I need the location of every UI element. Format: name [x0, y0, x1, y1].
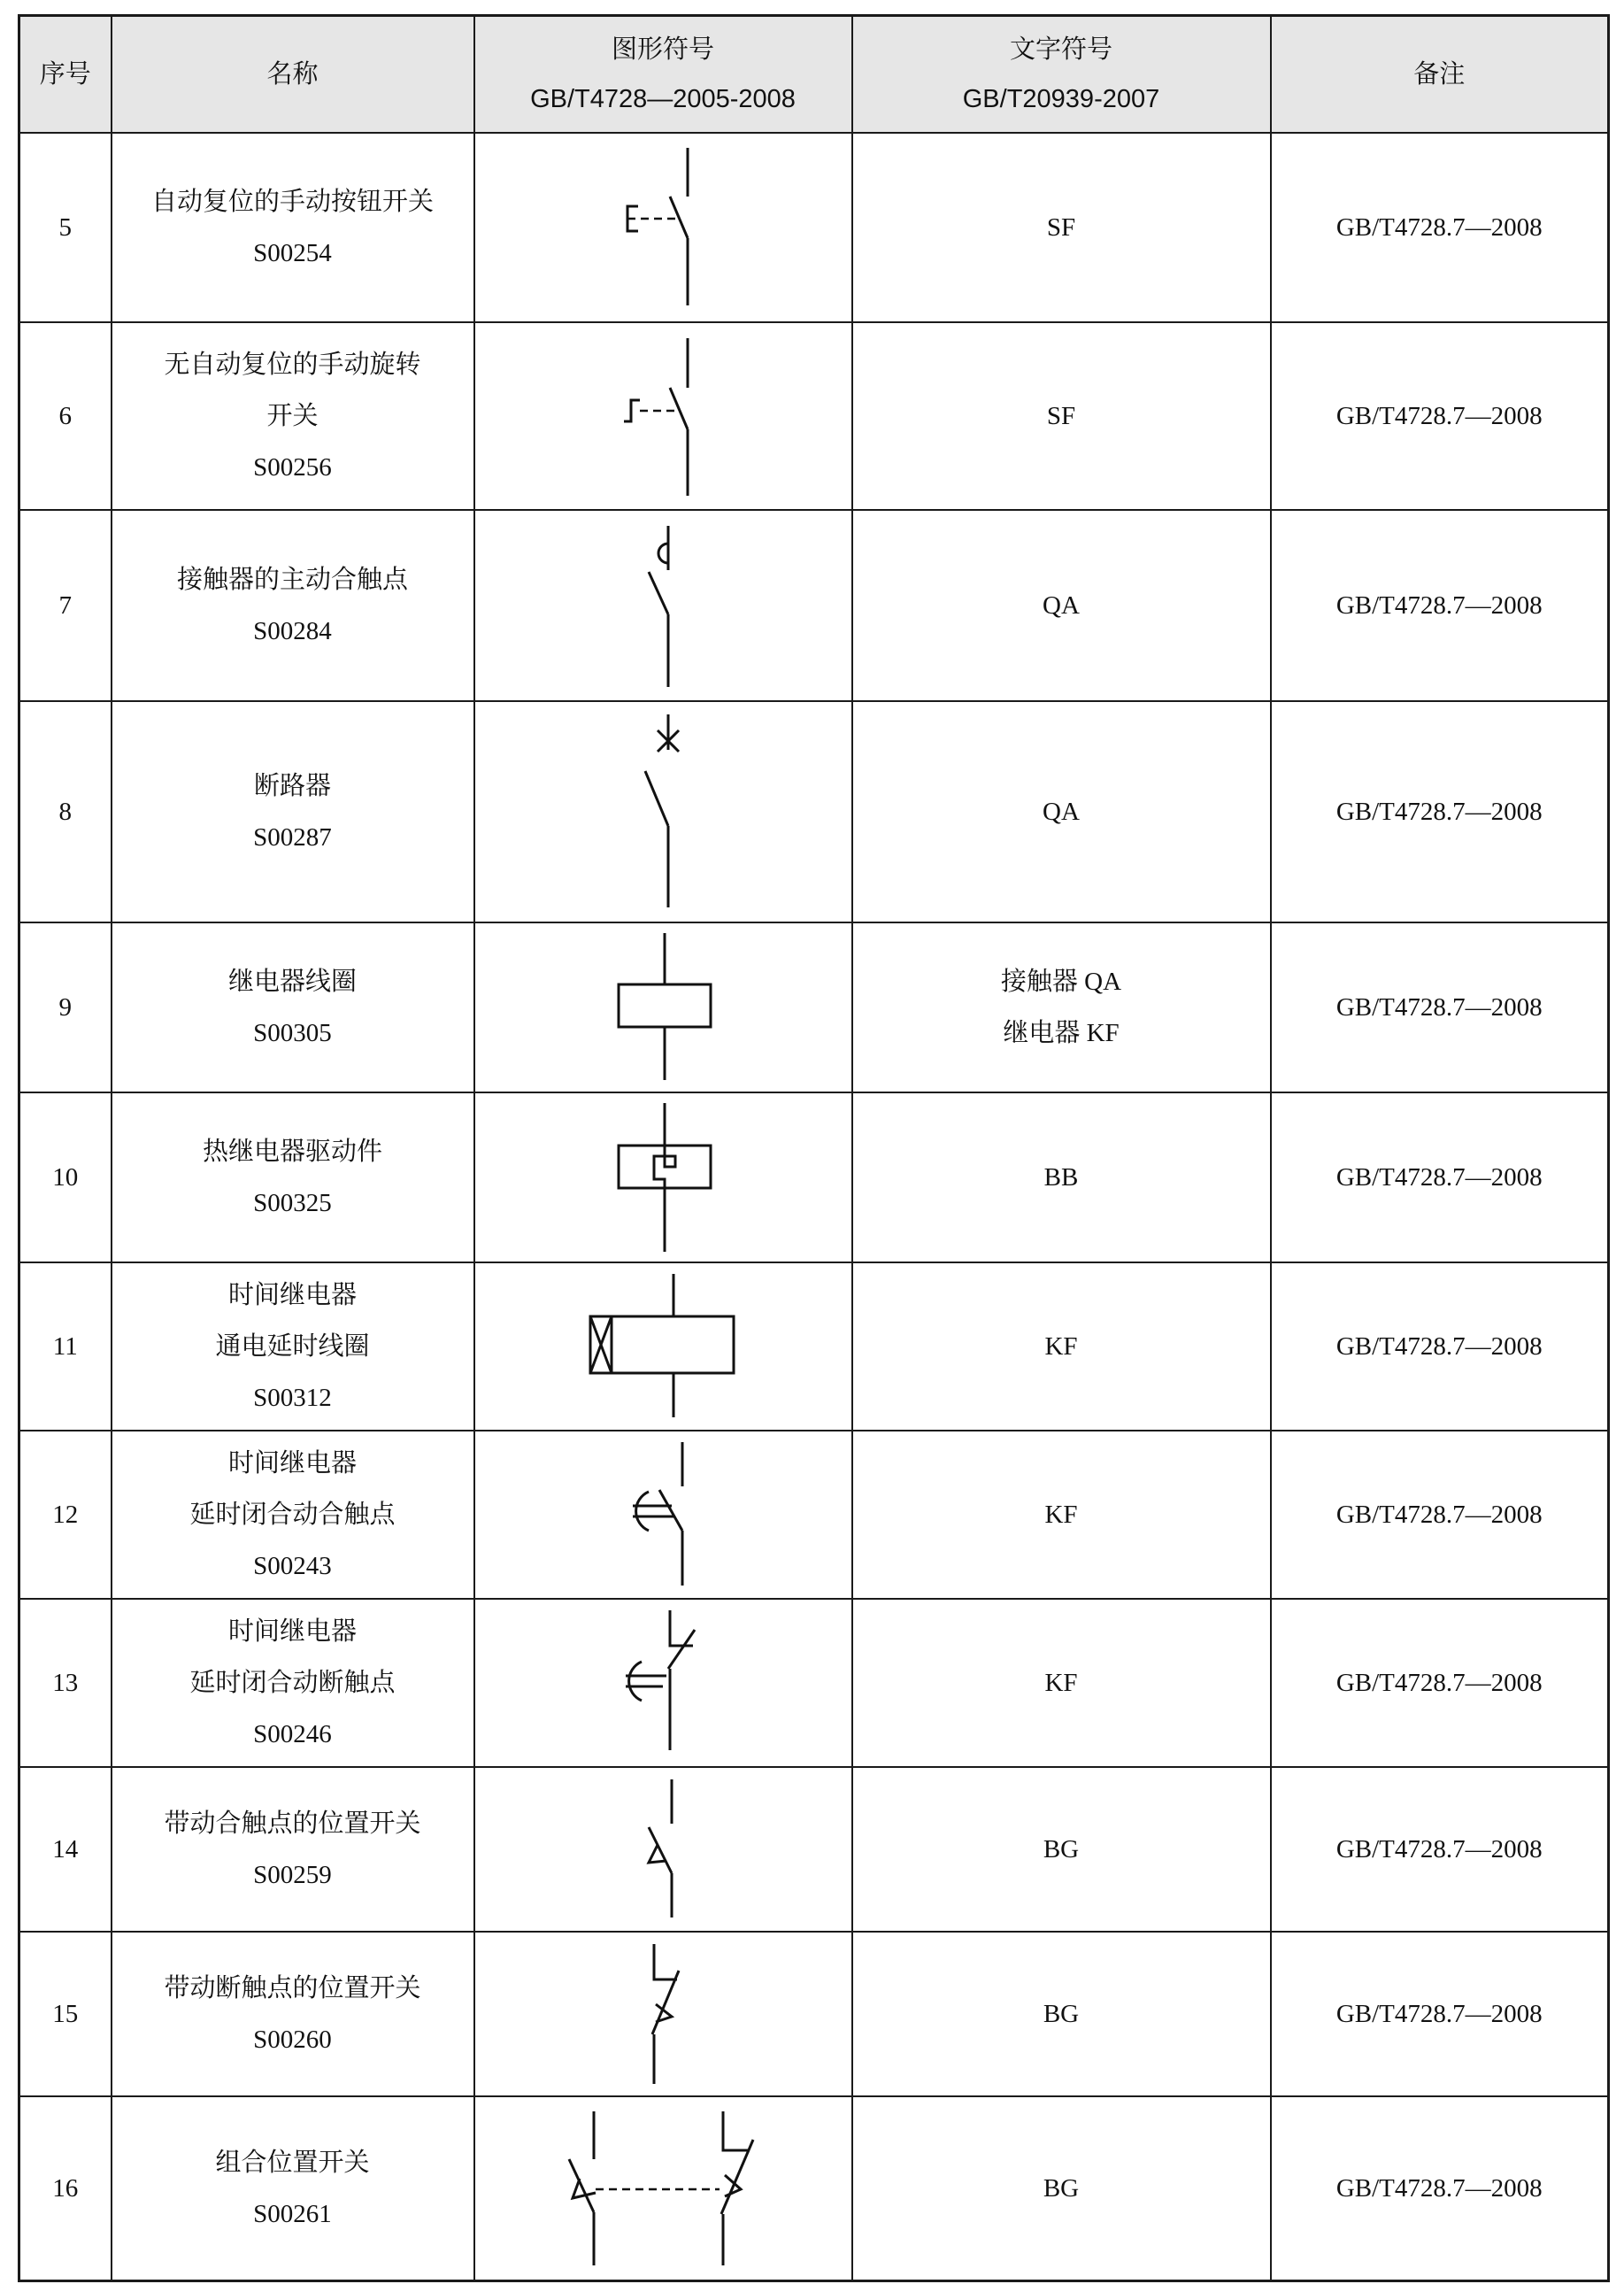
table-row: [19, 1431, 1609, 1599]
header-letter-symbol: 文字符号 GB/T20939-2007: [852, 16, 1271, 134]
manual-rotary-switch-icon: [574, 328, 751, 505]
row-letter-symbol: KF: [852, 1262, 1271, 1431]
row-remark: GB/T4728.7—2008: [1271, 1599, 1609, 1767]
position-switch-make-icon: [574, 1774, 751, 1925]
delayed-break-contact-icon: [574, 1605, 751, 1761]
row-graphic-symbol: [474, 510, 852, 701]
row-graphic-symbol: [474, 1262, 852, 1431]
row-name: 自动复位的手动按钮开关 S00254: [112, 133, 474, 322]
circuit-breaker-icon: [574, 709, 751, 914]
row-letter-symbol: KF: [852, 1599, 1271, 1767]
row-letter-symbol: BB: [852, 1092, 1271, 1262]
row-graphic-symbol: [474, 701, 852, 922]
row-name: 无自动复位的手动旋转 开关 S00256: [112, 322, 474, 510]
row-letter-symbol: BG: [852, 2096, 1271, 2280]
row-graphic-symbol: [474, 322, 852, 510]
row-seq: 10: [19, 1092, 112, 1262]
row-seq: 12: [19, 1431, 112, 1599]
position-switch-break-icon: [574, 1939, 751, 2089]
row-graphic-symbol: [474, 1599, 852, 1767]
row-remark: GB/T4728.7—2008: [1271, 1262, 1609, 1431]
row-name: 热继电器驱动件 S00325: [112, 1092, 474, 1262]
row-remark: GB/T4728.7—2008: [1271, 510, 1609, 701]
row-remark: GB/T4728.7—2008: [1271, 1092, 1609, 1262]
row-letter-symbol: KF: [852, 1431, 1271, 1599]
manual-pushbutton-switch-icon: [574, 139, 751, 316]
row-name: 时间继电器 延时闭合动合触点 S00243: [112, 1431, 474, 1599]
row-remark: GB/T4728.7—2008: [1271, 1431, 1609, 1599]
table-row: [19, 510, 1609, 701]
row-seq: 15: [19, 1932, 112, 2096]
row-remark: GB/T4728.7—2008: [1271, 1767, 1609, 1932]
header-graphic-symbol: 图形符号 GB/T4728—2005-2008: [474, 16, 852, 134]
row-seq: 14: [19, 1767, 112, 1932]
combined-position-switch-icon: [530, 2104, 796, 2272]
row-name: 时间继电器 通电延时线圈 S00312: [112, 1262, 474, 1431]
row-name: 继电器线圈 S00305: [112, 922, 474, 1092]
table-row: [19, 1599, 1609, 1767]
row-letter-symbol: QA: [852, 701, 1271, 922]
table-row: [19, 1932, 1609, 2096]
row-seq: 16: [19, 2096, 112, 2280]
row-seq: 6: [19, 322, 112, 510]
table-row: [19, 2096, 1609, 2280]
row-graphic-symbol: [474, 1092, 852, 1262]
row-letter-symbol: QA: [852, 510, 1271, 701]
row-name: 组合位置开关 S00261: [112, 2096, 474, 2280]
row-remark: GB/T4728.7—2008: [1271, 2096, 1609, 2280]
header-name: 名称: [112, 16, 474, 134]
header-remark: 备注: [1271, 16, 1609, 134]
row-seq: 7: [19, 510, 112, 701]
delayed-make-contact-icon: [574, 1437, 751, 1593]
header-seq: 序号: [19, 16, 112, 134]
row-letter-symbol: SF: [852, 322, 1271, 510]
row-name: 带动合触点的位置开关 S00259: [112, 1767, 474, 1932]
row-graphic-symbol: [474, 133, 852, 322]
table-row: [19, 1767, 1609, 1932]
row-seq: 11: [19, 1262, 112, 1431]
row-graphic-symbol: [474, 1431, 852, 1599]
table-row: [19, 701, 1609, 922]
row-name: 带动断触点的位置开关 S00260: [112, 1932, 474, 2096]
table-row: [19, 1262, 1609, 1431]
row-graphic-symbol: [474, 1767, 852, 1932]
row-seq: 9: [19, 922, 112, 1092]
thermal-relay-element-icon: [574, 1100, 751, 1255]
row-seq: 5: [19, 133, 112, 322]
row-seq: 8: [19, 701, 112, 922]
on-delay-coil-icon: [566, 1269, 760, 1424]
contactor-make-contact-icon: [574, 517, 751, 694]
row-graphic-symbol: [474, 1932, 852, 2096]
row-letter-symbol: 接触器 QA 继电器 KF: [852, 922, 1271, 1092]
table-header-row: [19, 16, 1609, 134]
relay-coil-icon: [574, 930, 751, 1085]
row-remark: GB/T4728.7—2008: [1271, 922, 1609, 1092]
row-graphic-symbol: [474, 922, 852, 1092]
row-name: 接触器的主动合触点 S00284: [112, 510, 474, 701]
table-row: [19, 1092, 1609, 1262]
row-graphic-symbol: [474, 2096, 852, 2280]
table-row: [19, 322, 1609, 510]
row-name: 时间继电器 延时闭合动断触点 S00246: [112, 1599, 474, 1767]
row-remark: GB/T4728.7—2008: [1271, 701, 1609, 922]
table-row: [19, 133, 1609, 322]
row-letter-symbol: SF: [852, 133, 1271, 322]
row-remark: GB/T4728.7—2008: [1271, 1932, 1609, 2096]
row-letter-symbol: BG: [852, 1932, 1271, 2096]
row-remark: GB/T4728.7—2008: [1271, 133, 1609, 322]
row-remark: GB/T4728.7—2008: [1271, 322, 1609, 510]
row-seq: 13: [19, 1599, 112, 1767]
row-name: 断路器 S00287: [112, 701, 474, 922]
table-row: [19, 922, 1609, 1092]
row-letter-symbol: BG: [852, 1767, 1271, 1932]
symbol-table: [18, 14, 1610, 2282]
